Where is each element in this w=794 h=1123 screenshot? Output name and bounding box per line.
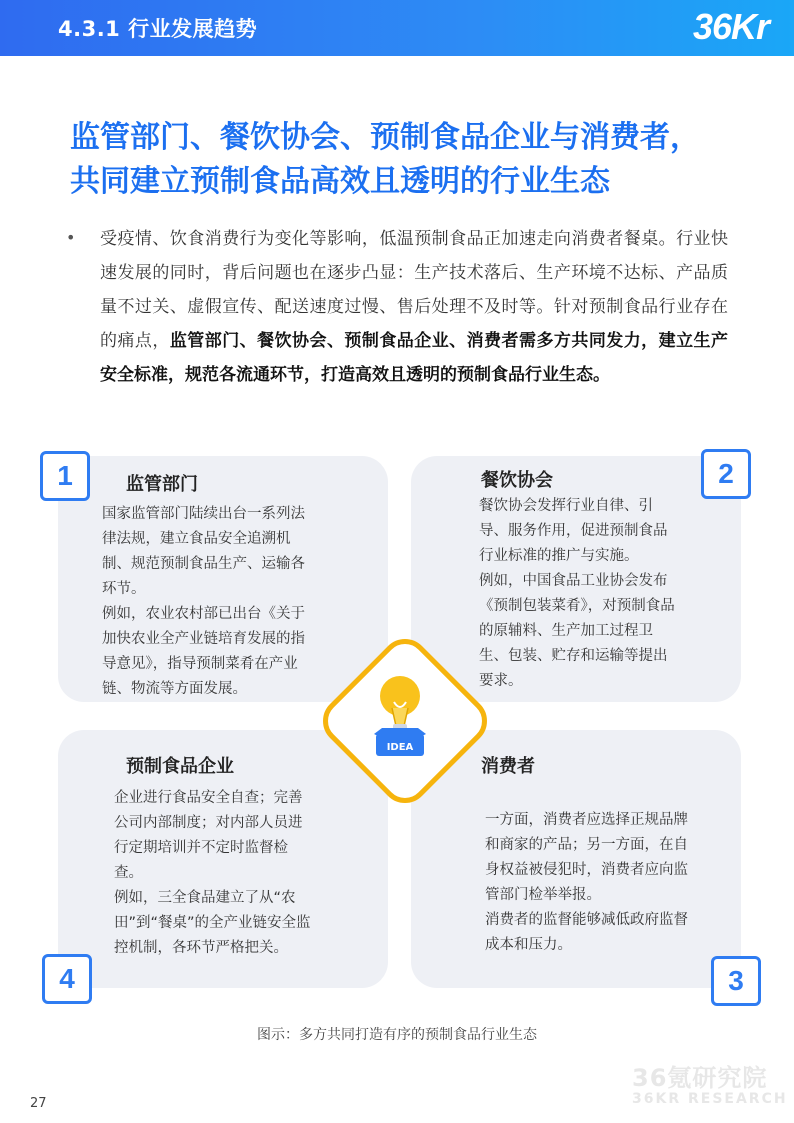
section-label: 4.3.1 行业发展趋势 bbox=[58, 17, 258, 41]
card-paragraph: 一方面，消费者应选择正规品牌和商家的产品；另一方面，在自身权益被侵犯时，消费者应向监管部门检举举报。 bbox=[485, 812, 688, 903]
card-paragraph: 例如，中国食品工业协会发布《预制包装菜肴》，对预制食品的原辅料、生产加工过程卫生、包装、贮存和运输等提出要求。 bbox=[479, 573, 675, 689]
watermark-en: 36KR RESEARCH bbox=[632, 1091, 788, 1107]
intro-text: 受疫情、饮食消费行为变化等影响，低温预制食品正加速走向消费者餐桌。行业快速发展的同时，背后问题也在逐步凸显：生产技术落后、生产环境不达标、产品质量不过关、虚假宣传、配送速度过慢、售后处理不及时等。针对预制食品行业存在的痛点， bbox=[100, 229, 728, 351]
figure-caption: 图示：多方共同打造有序的预制食品行业生态 bbox=[257, 1027, 537, 1043]
number-badge-3: 3 bbox=[711, 956, 761, 1006]
card-consumer bbox=[411, 730, 741, 988]
page-number: 27 bbox=[30, 1096, 47, 1111]
number-badge-4: 4 bbox=[42, 954, 92, 1004]
intro-paragraph bbox=[100, 222, 728, 392]
brand-logo: 36Kr bbox=[693, 6, 770, 47]
card-regulator bbox=[58, 456, 388, 702]
lightbulb-icon bbox=[360, 668, 440, 768]
card-paragraph: 例如，农业农村部已出台《关于加快农业全产业链培育发展的指导意见》，指导预制菜肴在产业链、物流等方面发展。 bbox=[102, 606, 305, 697]
card-body bbox=[114, 786, 312, 961]
card-food-enterprise bbox=[58, 730, 388, 988]
card-title: 消费者 bbox=[481, 756, 535, 777]
card-title: 监管部门 bbox=[126, 474, 198, 495]
card-body bbox=[102, 502, 314, 702]
card-paragraph: 餐饮协会发挥行业自律、引导、服务作用，促进预制食品行业标准的推广与实施。 bbox=[479, 498, 668, 564]
watermark-cn: 36氪研究院 bbox=[632, 1064, 768, 1092]
card-paragraph: 消费者的监督能够减低政府监督成本和压力。 bbox=[485, 912, 688, 953]
header-bar bbox=[0, 0, 794, 56]
title-line-2: 共同建立预制食品高效且透明的行业生态 bbox=[70, 164, 610, 199]
watermark bbox=[632, 1058, 788, 1107]
number-badge-2: 2 bbox=[701, 449, 751, 499]
bullet-dot: • bbox=[66, 228, 76, 247]
card-body bbox=[479, 494, 675, 694]
card-title: 餐饮协会 bbox=[481, 470, 553, 491]
card-body bbox=[485, 808, 697, 958]
card-paragraph: 例如，三全食品建立了从“农田”到“餐桌”的全产业链安全监控机制，各环节严格把关。 bbox=[114, 890, 311, 956]
idea-label: IDEA bbox=[386, 742, 414, 753]
intro-bold-text: 监管部门、餐饮协会、预制食品企业、消费者需多方共同发力，建立生产安全标准，规范各流通环节，打造高效且透明的预制食品行业生态。 bbox=[100, 331, 729, 385]
card-paragraph: 企业进行食品安全自查；完善公司内部制度；对内部人员进行定期培训并不定时监督检查。 bbox=[114, 790, 303, 881]
card-title: 预制食品企业 bbox=[126, 756, 234, 777]
card-catering-association bbox=[411, 456, 741, 702]
card-paragraph: 国家监管部门陆续出台一系列法律法规，建立食品安全追溯机制、规范预制食品生产、运输各环节。 bbox=[102, 506, 305, 597]
number-badge-1: 1 bbox=[40, 451, 90, 501]
page-title bbox=[70, 116, 750, 204]
title-line-1: 监管部门、餐饮协会、预制食品企业与消费者， bbox=[70, 120, 700, 155]
